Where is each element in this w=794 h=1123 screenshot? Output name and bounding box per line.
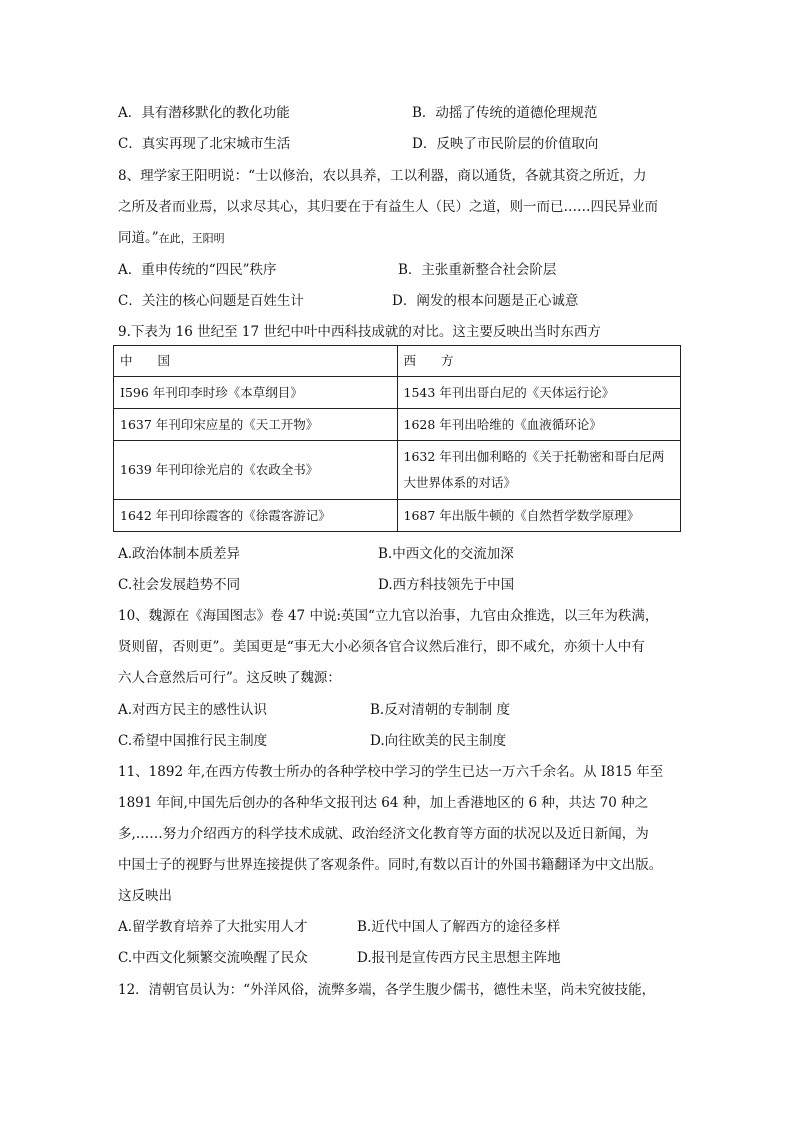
q11-option-c: C.中西文化频繁交流唤醒了民众 (118, 950, 308, 966)
table-header-row (114, 346, 681, 377)
q11-option-b: B.近代中国人了解西方的途径多样 (357, 919, 561, 935)
q9-comparison-table (113, 345, 681, 532)
q9-option-c: C.社会发展趋势不同 (118, 577, 241, 593)
table-header-china: 中 国 (114, 346, 398, 377)
q11-option-a: A.留学教育培养了大批实用人才 (118, 919, 308, 935)
q8-stem-line-3-main: 同道。” (118, 230, 159, 246)
table-cell-west: 1543 年刊出哥白尼的《天体运行论》 (397, 377, 681, 409)
table-row (114, 500, 681, 532)
q8-option-d: D．阐发的根本问题是正心诚意 (392, 293, 579, 309)
q9-option-d: D.西方科技领先于中国 (378, 577, 515, 593)
q11-stem-line-1: 11、1892 年,在西方传教士所办的各种学校中学习的学生已达一万六千余名。从 I815 年至 (118, 764, 664, 780)
table-row (114, 409, 681, 441)
q11-stem-line-4: 中国士子的视野与世界连接提供了客观条件。同时,有数以百计的外国书籍翻译为中文出版。 (118, 857, 663, 873)
q10-option-d: D.向往欧美的民主制度 (370, 733, 507, 749)
table-header-west: 西 方 (397, 346, 681, 377)
q10-stem-line-2: 贤则留，否则更”。美国更是“事无大小必须各官合议然后准行，即不咸允，亦须十人中有 (118, 639, 645, 655)
table-cell-west: 1632 年刊出伽利略的《关于托勒密和哥白尼两大世界体系的对话》 (397, 441, 681, 500)
q8-stem-line-3-tail: 在此，王阳明 (158, 232, 225, 245)
q8-stem-line-1: 8、理学家王阳明说：“士以修治，农以具养，工以利器，商以通货，各就其资之所近，力 (118, 168, 647, 184)
q10-option-a: A.对西方民主的感性认识 (118, 702, 268, 718)
q11-stem-line-5: 这反映出 (118, 888, 172, 904)
table-row (114, 377, 681, 409)
q8-option-a: A．重申传统的“四民”秩序 (118, 262, 277, 278)
q7-option-d: D．反映了市民阶层的价值取向 (412, 136, 599, 152)
q8-stem-line-3 (118, 229, 225, 248)
q7-option-c: C．真实再现了北宋城市生活 (118, 136, 291, 152)
table-cell-china: 1637 年刊印宋应星的《天工开物》 (114, 409, 398, 441)
q11-option-d: D.报刊是宣传西方民主思想主阵地 (357, 950, 561, 966)
q9-option-b: B.中西文化的交流加深 (378, 546, 514, 562)
q8-stem-line-2: 之所及者而业焉，以求尽其心，其归要在于有益生人（民）之道，则一而已……四民异业而 (118, 199, 658, 215)
q12-stem-line-1: 12．清朝官员认为：“外洋风俗，流弊多端，各学生腹少儒书，德性未坚，尚未究彼技能， (118, 982, 656, 998)
q7-option-a: A．具有潜移默化的教化功能 (118, 105, 290, 121)
table-cell-west: 1628 年刊出哈维的《血液循环论》 (397, 409, 681, 441)
q8-option-c: C．关注的核心问题是百姓生计 (118, 293, 304, 309)
table-cell-west: 1687 年出版牛顿的《自然哲学数学原理》 (397, 500, 681, 532)
q9-stem: 9.下表为 16 世纪至 17 世纪中叶中西科技成就的对比。这主要反映出当时东西方 (118, 324, 601, 340)
q10-option-c: C.希望中国推行民主制度 (118, 733, 268, 749)
q8-option-b: B．主张重新整合社会阶层 (398, 262, 557, 278)
q10-stem-line-1: 10、魏源在《海国图志》卷 47 中说:英国“立九官以治事，九官由众推选，以三年为秩满， (118, 608, 659, 624)
q10-option-b: B.反对清朝的专制制 度 (370, 702, 511, 718)
table-cell-china: 1642 年刊印徐霞客的《徐霞客游记》 (114, 500, 398, 532)
q10-stem-line-3: 六人合意然后可行”。这反映了魏源： (118, 670, 341, 686)
q7-option-b: B．动摇了传统的道德伦理规范 (412, 105, 598, 121)
q9-option-a: A.政治体制本质差异 (118, 546, 241, 562)
table-cell-china: 1639 年刊印徐光启的《农政全书》 (114, 441, 398, 500)
q11-stem-line-2: 1891 年间,中国先后创办的各种华文报刊达 64 种，加上香港地区的 6 种，共达 70 种之 (118, 795, 649, 811)
q11-stem-line-3: 多,……努力介绍西方的科学技术成就、政治经济文化教育等方面的状况以及近日新闻，为 (118, 826, 649, 842)
table-cell-china: I596 年刊印李时珍《本草纲目》 (114, 377, 398, 409)
table-row (114, 441, 681, 500)
